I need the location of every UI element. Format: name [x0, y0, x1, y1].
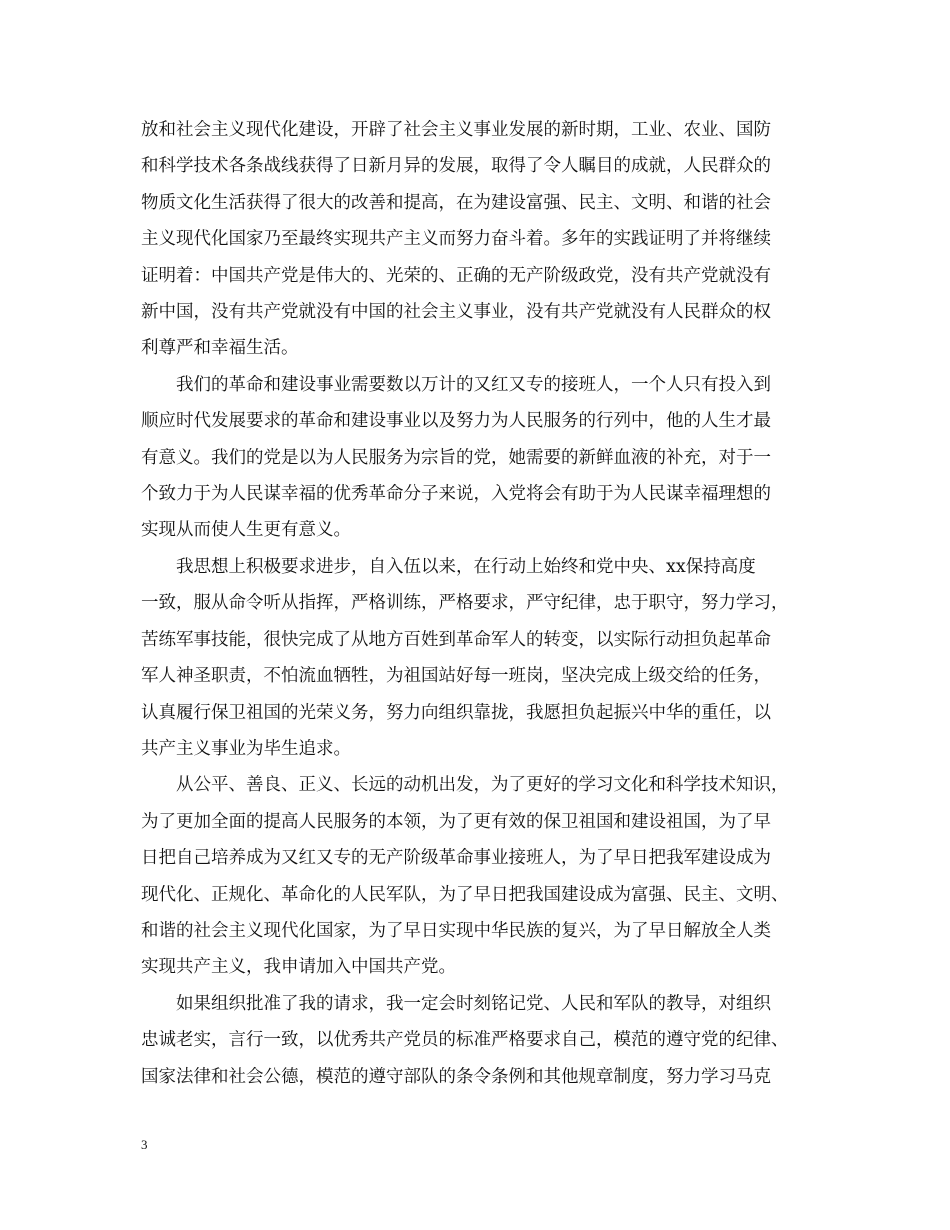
text-line: 日把自己培养成为又红又专的无产阶级革命事业接班人，为了早日把我军建设成为: [141, 848, 771, 869]
paragraph-2: [141, 367, 811, 549]
text-line: 顺应时代发展要求的革命和建设事业以及努力为人民服务的行列中，他的人生才最: [141, 411, 771, 432]
text-line: 主义现代化国家乃至最终实现共产主义而努力奋斗着。多年的实践证明了并将继续: [141, 229, 771, 250]
paragraph-5: [141, 986, 811, 1095]
text-line: 新中国，没有共产党就没有中国的社会主义事业，没有共产党就没有人民群众的权: [141, 302, 771, 323]
text-line: 认真履行保卫祖国的光荣义务，努力向组织靠拢，我愿担负起振兴中华的重任，以: [141, 702, 771, 723]
text-line: 如果组织批准了我的请求，我一定会时刻铭记党、人民和军队的教导，对组织: [141, 993, 771, 1014]
text-line: 有意义。我们的党是以为人民服务为宗旨的党，她需要的新鲜血液的补充，对于一: [141, 447, 771, 468]
text-line: 放和社会主义现代化建设，开辟了社会主义事业发展的新时期，工业、农业、国防: [141, 120, 771, 140]
text-line: 和科学技术各条战线获得了日新月异的发展，取得了令人瞩目的成就，人民群众的: [141, 156, 771, 177]
text-line: 苦练军事技能，很快完成了从地方百姓到革命军人的转变，以实际行动担负起革命: [141, 629, 771, 650]
paragraph-4: [141, 767, 811, 985]
text-line: 一致，服从命令听从指挥，严格训练，严格要求，严守纪律，忠于职守，努力学习，: [141, 593, 789, 614]
paragraph-1: [141, 112, 811, 367]
paragraph-3: [141, 549, 811, 767]
text-line: 从公平、善良、正义、长远的动机出发，为了更好的学习文化和科学技术知识，: [141, 775, 789, 796]
text-line: 国家法律和社会公德，模范的遵守部队的条令条例和其他规章制度，努力学习马克: [141, 1066, 771, 1087]
text-line: 实现从而使人生更有意义。: [141, 520, 351, 541]
text-line: 为了更加全面的提高人民服务的本领，为了更有效的保卫祖国和建设祖国，为了早: [141, 811, 771, 832]
text-line: 证明着：中国共产党是伟大的、光荣的、正确的无产阶级政党，没有共产党就没有: [141, 265, 771, 286]
text-line: 我们的革命和建设事业需要数以万计的又红又专的接班人，一个人只有投入到: [141, 374, 771, 395]
text-line: 个致力于为人民谋幸福的优秀革命分子来说，入党将会有助于为人民谋幸福理想的: [141, 484, 771, 505]
text-line: 和谐的社会主义现代化国家，为了早日实现中华民族的复兴，为了早日解放全人类: [141, 920, 771, 941]
text-line: 利尊严和幸福生活。: [141, 338, 299, 359]
page-number: 3: [141, 1137, 148, 1152]
text-line: 我思想上积极要求进步，自入伍以来，在行动上始终和党中央、xx保持高度: [141, 556, 756, 577]
text-line: 共产主义事业为毕生追求。: [141, 738, 351, 759]
text-line: 忠诚老实，言行一致，以优秀共产党员的标准严格要求自己，模范的遵守党的纪律、: [141, 1030, 789, 1051]
body-text: [141, 112, 811, 1095]
text-line: 实现共产主义，我申请加入中国共产党。: [141, 957, 456, 978]
text-line: 现代化、正规化、革命化的人民军队，为了早日把我国建设成为富强、民主、文明、: [141, 884, 789, 905]
text-line: 军人神圣职责，不怕流血牺牲，为祖国站好每一班岗，坚决完成上级交给的任务，: [141, 666, 771, 687]
text-line: 物质文化生活获得了很大的改善和提高，在为建设富强、民主、文明、和谐的社会: [141, 192, 771, 213]
